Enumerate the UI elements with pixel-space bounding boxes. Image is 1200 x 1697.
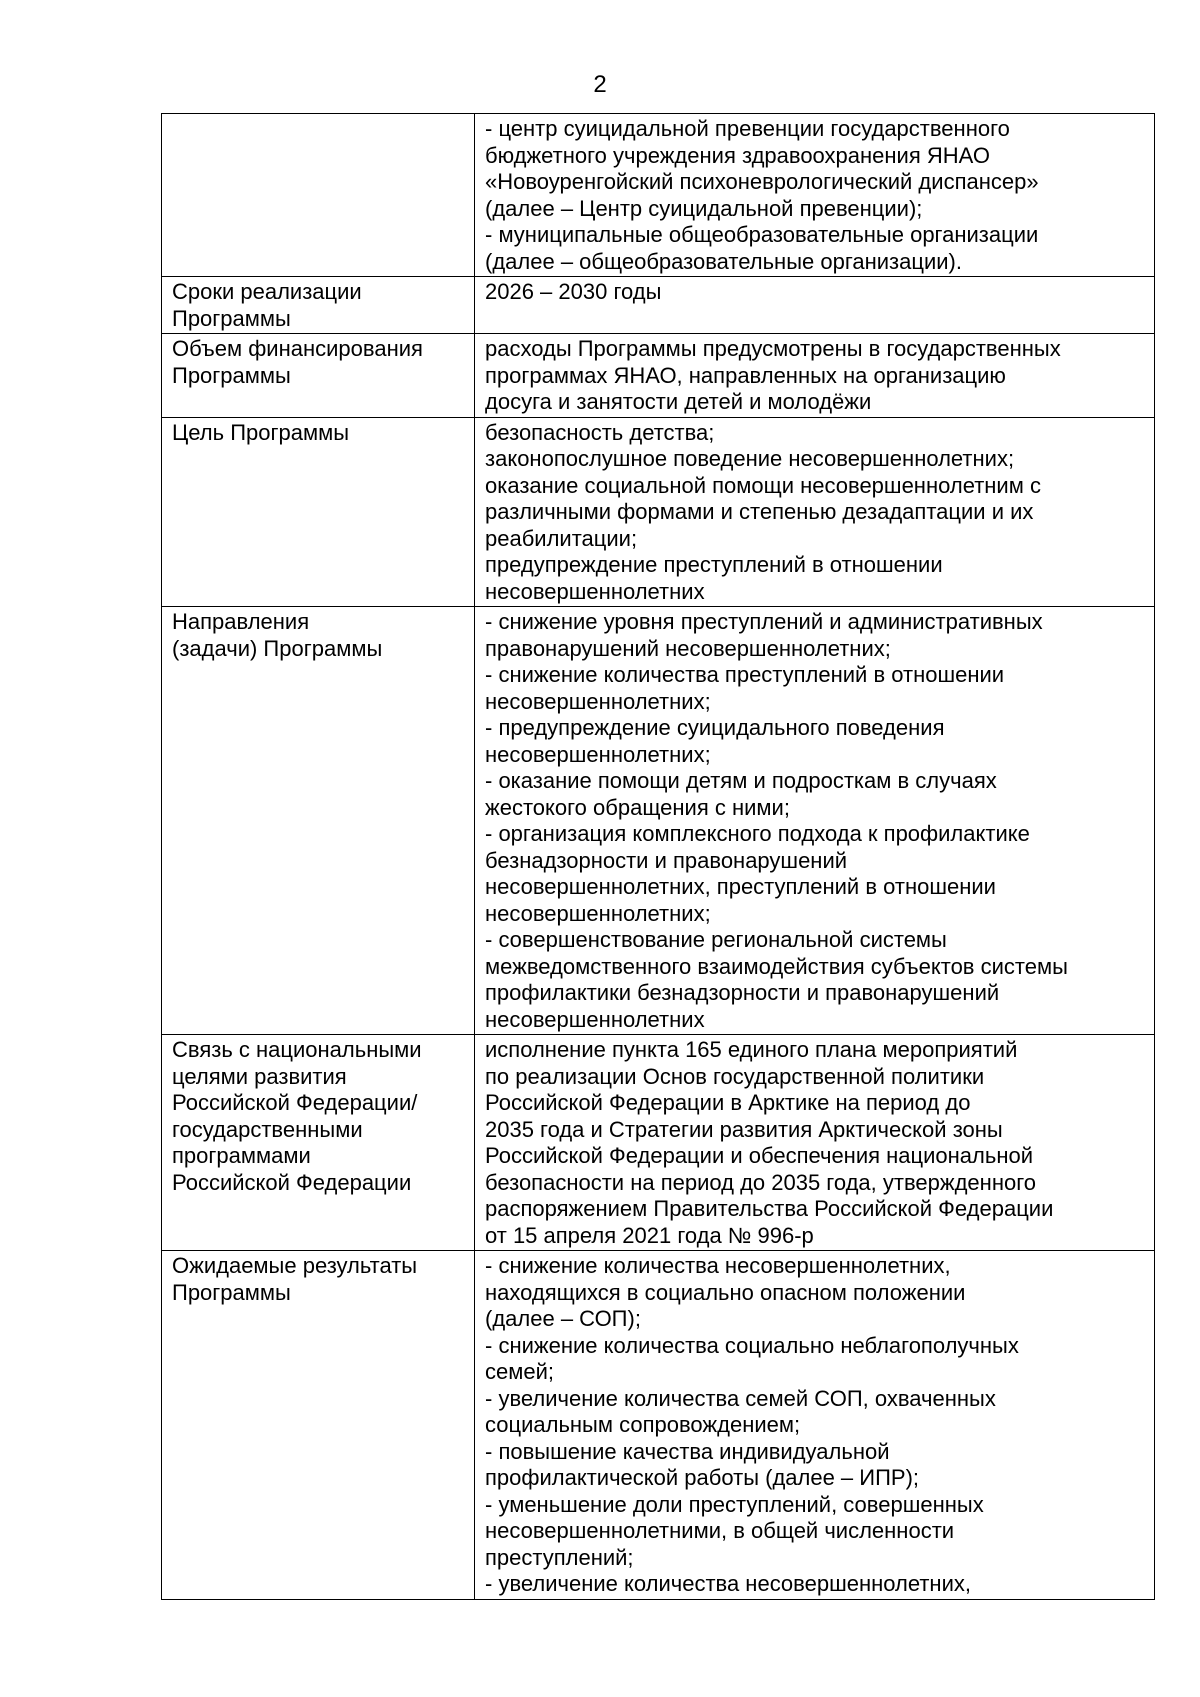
value-line: бюджетного учреждения здравоохранения ЯНАО	[485, 142, 990, 168]
value-line: (далее – СОП);	[485, 1306, 641, 1331]
row-label-cell	[162, 607, 475, 1035]
label-line: (задачи) Программы	[172, 635, 383, 661]
page-number: 2	[593, 71, 607, 98]
value-line: исполнение пункта 165 единого плана мероприятий	[485, 1037, 1018, 1062]
value-line: Российской Федерации в Арктике на период до	[485, 1090, 971, 1115]
value-line: различными формами и степенью дезадаптации и их	[485, 499, 1034, 524]
value-line: - предупреждение суицидального поведения	[485, 715, 945, 740]
row-value-cell	[475, 607, 1155, 1035]
value-line: по реализации Основ государственной политики	[485, 1063, 985, 1089]
value-line: - центр суицидальной превенции государственного	[485, 116, 1010, 141]
value-line: несовершеннолетних;	[485, 688, 711, 714]
value-line: межведомственного взаимодействия субъектов системы	[485, 953, 1068, 979]
value-line: - оказание помощи детям и подросткам в случаях	[485, 768, 997, 793]
label-line: Ожидаемые результаты	[172, 1253, 418, 1278]
value-line: жестокого обращения с ними;	[485, 794, 790, 820]
value-line: несовершеннолетних, преступлений в отношении	[485, 874, 996, 899]
value-line: распоряжением Правительства Российской Федерации	[485, 1196, 1054, 1221]
value-line: законопослушное поведение несовершеннолетних;	[485, 446, 1015, 471]
value-line: - снижение количества преступлений в отношении	[485, 662, 1005, 687]
label-line: Программы	[172, 1279, 291, 1305]
value-line: несовершеннолетних;	[485, 741, 711, 767]
value-line: преступлений;	[485, 1544, 634, 1570]
value-line: от 15 апреля 2021 года № 996-р	[485, 1222, 814, 1248]
row-value-cell	[475, 277, 1155, 334]
label-line: Объем финансирования	[172, 336, 423, 361]
value-line: «Новоуренгойский психоневрологический диспансер»	[485, 169, 1039, 194]
value-line: несовершеннолетних	[485, 1006, 705, 1032]
value-line: социальным сопровождением;	[485, 1412, 801, 1437]
value-line: несовершеннолетних	[485, 578, 705, 604]
label-line: Сроки реализации	[172, 279, 362, 304]
row-label-cell	[162, 114, 475, 277]
row-label-cell	[162, 334, 475, 418]
row-label-cell	[162, 417, 475, 607]
row-value-cell	[475, 1251, 1155, 1600]
value-line: оказание социальной помощи несовершеннолетним с	[485, 472, 1041, 498]
row-label-cell	[162, 1035, 475, 1251]
value-line: безопасности на период до 2035 года, утвержденного	[485, 1169, 1036, 1195]
table-row	[162, 1251, 1155, 1600]
row-value-cell	[475, 417, 1155, 607]
value-line: - организация комплексного подхода к профилактике	[485, 821, 1030, 846]
value-line: - повышение качества индивидуальной	[485, 1438, 890, 1464]
label-line: Российской Федерации	[172, 1169, 412, 1195]
row-label-cell	[162, 277, 475, 334]
value-line: семей;	[485, 1359, 554, 1384]
value-line: Российской Федерации и обеспечения национальной	[485, 1143, 1034, 1168]
value-line: - уменьшение доли преступлений, совершенных	[485, 1491, 984, 1517]
value-line: 2026 – 2030 годы	[485, 279, 662, 304]
value-line: - увеличение количества семей СОП, охваченных	[485, 1385, 996, 1411]
value-line: профилактики безнадзорности и правонарушений	[485, 980, 1000, 1005]
value-line: - снижение уровня преступлений и административных	[485, 609, 1043, 634]
table-body	[162, 114, 1155, 1600]
label-line: Цель Программы	[172, 419, 350, 445]
value-line: несовершеннолетних;	[485, 900, 711, 926]
row-value-cell	[475, 334, 1155, 418]
value-line: несовершеннолетними, в общей численности	[485, 1518, 955, 1543]
value-line: (далее – Центр суицидальной превенции);	[485, 195, 923, 221]
value-line: - муниципальные общеобразовательные организации	[485, 222, 1039, 247]
value-line: - совершенствование региональной системы	[485, 927, 947, 952]
value-line: - увеличение количества несовершеннолетних,	[485, 1571, 971, 1596]
value-line: 2035 года и Стратегии развития Арктической зоны	[485, 1116, 1003, 1142]
value-line: реабилитации;	[485, 525, 638, 551]
table-row	[162, 334, 1155, 418]
label-line: целями развития	[172, 1063, 347, 1089]
value-line: - снижение количества социально неблагополучных	[485, 1332, 1019, 1358]
value-line: (далее – общеобразовательные организации).	[485, 248, 962, 274]
label-line: Направления	[172, 609, 310, 634]
value-line: профилактической работы (далее – ИПР);	[485, 1465, 920, 1490]
table-row	[162, 607, 1155, 1035]
value-line: безнадзорности и правонарушений	[485, 847, 848, 873]
label-line: Программы	[172, 362, 291, 388]
label-line: Связь с национальными	[172, 1037, 422, 1062]
value-line: досуга и занятости детей и молодёжи	[485, 389, 872, 414]
value-line: правонарушений несовершеннолетних;	[485, 635, 891, 661]
row-label-cell	[162, 1251, 475, 1600]
value-line: безопасность детства;	[485, 419, 715, 445]
label-line: государственными	[172, 1116, 363, 1142]
value-line: находящихся в социально опасном положении	[485, 1279, 966, 1305]
label-line: Российской Федерации/	[172, 1090, 418, 1115]
value-line: - снижение количества несовершеннолетних,	[485, 1253, 951, 1278]
table-row	[162, 417, 1155, 607]
value-line: программах ЯНАО, направленных на организацию	[485, 362, 1006, 388]
label-line: программами	[172, 1143, 311, 1168]
program-passport-table	[161, 113, 1155, 1600]
table-row	[162, 1035, 1155, 1251]
table-row	[162, 114, 1155, 277]
label-line: Программы	[172, 305, 291, 331]
value-line: предупреждение преступлений в отношении	[485, 552, 943, 577]
value-line: расходы Программы предусмотрены в государственных	[485, 336, 1061, 361]
row-value-cell	[475, 114, 1155, 277]
table-row	[162, 277, 1155, 334]
row-value-cell	[475, 1035, 1155, 1251]
